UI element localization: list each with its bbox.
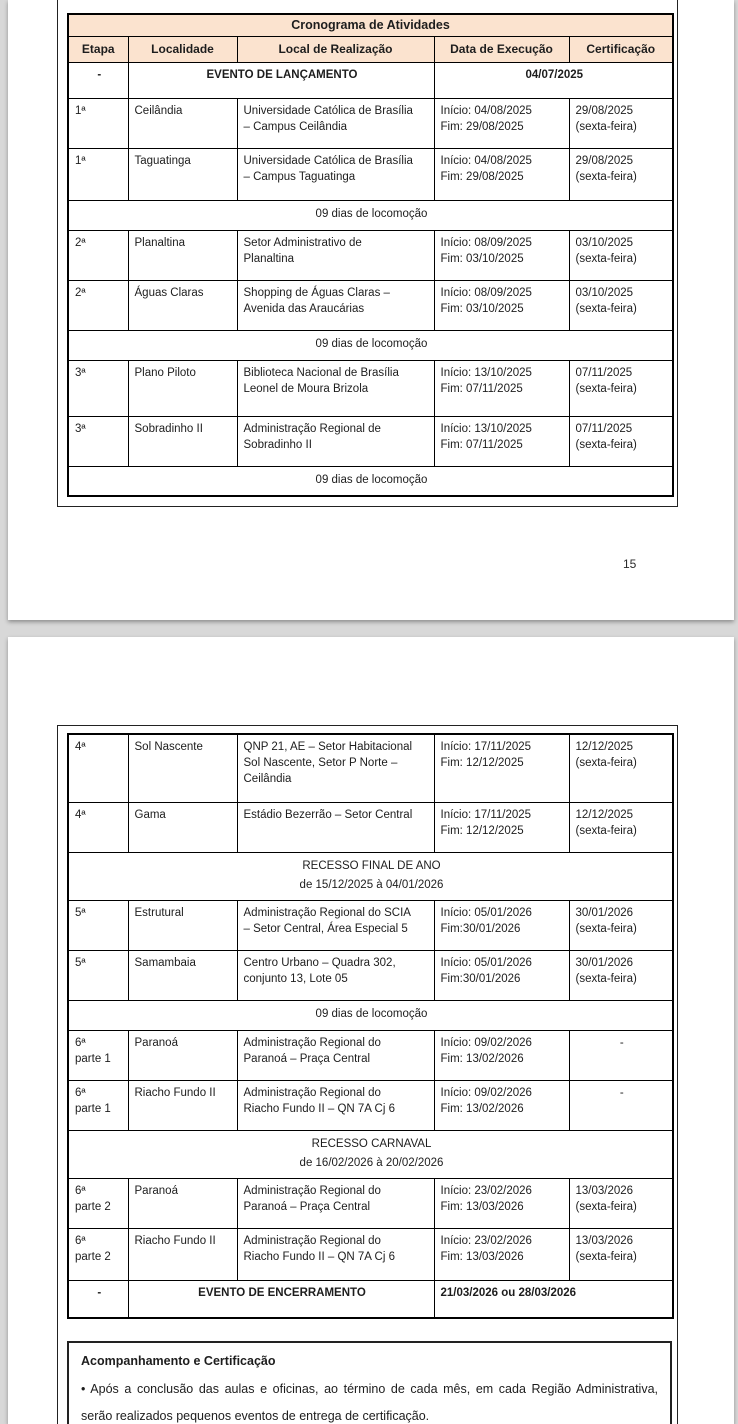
text-line: Início: 09/02/2026: [440, 1036, 532, 1049]
text-line: Leonel de Moura Brizola: [243, 382, 369, 395]
etapa-cell: [68, 1030, 128, 1080]
certificacao-cell: [569, 1228, 673, 1280]
table-header-row: [68, 36, 673, 62]
localidade-cell: [128, 900, 237, 950]
event-value-cell: [434, 62, 673, 98]
text-line: Riacho Fundo II: [134, 1234, 216, 1247]
local-realizacao-cell: [237, 230, 434, 280]
localidade-cell: [128, 734, 237, 802]
text-line: 1ª: [75, 104, 86, 117]
text-line: 2ª: [75, 236, 86, 249]
text-line: Sol Nascente: [134, 741, 203, 753]
data-execucao-cell: [434, 148, 569, 200]
table-row: [68, 360, 673, 416]
table-row: [68, 230, 673, 280]
text-line: EVENTO DE LANÇAMENTO: [206, 68, 358, 81]
text-line: 30/01/2026: [575, 956, 634, 969]
localidade-cell: [128, 1030, 237, 1080]
text-line: Paranoá: [134, 1036, 178, 1049]
event-row: [68, 1280, 673, 1318]
certificacao-cell: [569, 280, 673, 330]
page-number: 15: [623, 557, 637, 571]
text-line: 2ª: [75, 286, 86, 299]
table-row: [68, 416, 673, 466]
text-line: 09 dias de locomoção: [315, 337, 428, 350]
text-line: Cronograma de Atividades: [291, 18, 450, 33]
column-header-cell: [237, 36, 434, 62]
acompanhamento-bullet-continuation: serão realizados pequenos eventos de entrega de certificação.: [81, 1409, 430, 1423]
text-line: Riacho Fundo II – QN 7A Cj 6: [243, 1250, 395, 1263]
text-line: 13/03/2026: [575, 1184, 634, 1197]
data-execucao-cell: [434, 1080, 569, 1130]
text-line: Localidade: [151, 42, 214, 56]
text-line: Fim: 12/12/2025: [440, 757, 524, 769]
span-cell: [68, 1130, 673, 1178]
data-execucao-cell: [434, 98, 569, 148]
text-line: 3ª: [75, 366, 86, 379]
text-line: Início: 04/08/2025: [440, 154, 532, 167]
etapa-cell: [68, 1228, 128, 1280]
text-line: Universidade Católica de Brasília: [243, 104, 413, 117]
text-line: Fim: 13/02/2026: [440, 1052, 524, 1065]
acompanhamento-bullet: • Após a conclusão das aulas e oficinas, ao término de cada mês, em cada Região Administrativa,: [81, 1382, 658, 1396]
text-line: 5ª: [75, 906, 86, 919]
certificacao-cell: [569, 900, 673, 950]
text-line: de 16/02/2026 à 20/02/2026: [299, 1156, 444, 1169]
text-line: Estrutural: [134, 906, 184, 919]
data-execucao-cell: [434, 734, 569, 802]
text-line: Início: 13/10/2025: [440, 366, 532, 379]
event-row: [68, 62, 673, 98]
certificacao-cell: [569, 734, 673, 802]
etapa-cell: [68, 900, 128, 950]
data-execucao-cell: [434, 230, 569, 280]
etapa-cell: [68, 1080, 128, 1130]
event-label-cell: [128, 1280, 434, 1318]
text-line: Paranoá: [134, 1184, 178, 1197]
text-line: 30/01/2026: [575, 906, 634, 919]
etapa-cell: [68, 1178, 128, 1228]
text-line: 21/03/2026 ou 28/03/2026: [440, 1286, 577, 1299]
text-line: Fim: 07/11/2025: [440, 438, 523, 451]
text-line: 12/12/2025: [575, 741, 634, 753]
local-realizacao-cell: [237, 734, 434, 802]
text-line: 12/12/2025: [575, 808, 634, 821]
text-line: Certificação: [586, 42, 656, 56]
text-line: (sexta-feira): [575, 382, 637, 395]
text-line: – Setor Central, Área Especial 5: [243, 922, 408, 935]
text-line: 5ª: [75, 956, 86, 969]
text-line: (sexta-feira): [575, 170, 637, 183]
text-line: Fim: 13/02/2026: [440, 1102, 524, 1115]
table-row: [68, 1178, 673, 1228]
span-cell: [68, 852, 673, 900]
text-line: Local de Realização: [278, 42, 393, 56]
data-execucao-cell: [434, 1228, 569, 1280]
span-row: [68, 1130, 673, 1178]
text-line: (sexta-feira): [575, 438, 637, 451]
text-line: Sol Nascente, Setor P Norte –: [243, 757, 398, 769]
text-line: Fim:30/01/2026: [440, 972, 521, 985]
text-line: conjunto 13, Lote 05: [243, 972, 348, 985]
text-line: parte 2: [75, 1250, 111, 1263]
certificacao-cell: [569, 1178, 673, 1228]
text-line: 09 dias de locomoção: [315, 207, 428, 220]
local-realizacao-cell: [237, 360, 434, 416]
localidade-cell: [128, 360, 237, 416]
table-row: [68, 1030, 673, 1080]
text-line: Sobradinho II: [134, 422, 203, 435]
certificacao-cell: [569, 1030, 673, 1080]
text-line: Início: 13/10/2025: [440, 422, 532, 435]
text-line: 6ª: [75, 1086, 86, 1099]
text-line: 07/11/2025: [575, 366, 633, 379]
text-line: Início: 17/11/2025: [440, 808, 532, 821]
cronograma-table-page2: [67, 733, 674, 1319]
span-cell: [68, 466, 673, 496]
document-page-1: [8, 0, 734, 620]
text-line: Paranoá – Praça Central: [243, 1052, 371, 1065]
text-line: – Campus Taguatinga: [243, 170, 356, 183]
text-line: Fim: 29/08/2025: [440, 120, 524, 133]
text-line: 09 dias de locomoção: [315, 473, 428, 486]
column-header-cell: [68, 36, 128, 62]
table-row: [68, 950, 673, 1000]
text-line: Plano Piloto: [134, 366, 196, 379]
localidade-cell: [128, 950, 237, 1000]
etapa-cell: [68, 280, 128, 330]
etapa-cell: [68, 734, 128, 802]
text-line: 1ª: [75, 154, 86, 167]
table-row: [68, 802, 673, 852]
text-line: Planaltina: [243, 252, 295, 265]
document-page-2: [8, 637, 734, 1424]
text-line: -: [97, 68, 102, 81]
text-line: Início: 08/09/2025: [440, 286, 532, 299]
etapa-cell: [68, 230, 128, 280]
text-line: Sobradinho II: [243, 438, 312, 451]
local-realizacao-cell: [237, 416, 434, 466]
etapa-cell: [68, 62, 128, 98]
text-line: Início: 09/02/2026: [440, 1086, 532, 1099]
text-line: EVENTO DE ENCERRAMENTO: [198, 1286, 366, 1299]
data-execucao-cell: [434, 802, 569, 852]
local-realizacao-cell: [237, 1080, 434, 1130]
localidade-cell: [128, 1178, 237, 1228]
etapa-cell: [68, 360, 128, 416]
column-header-cell: [569, 36, 673, 62]
table-title-cell: [68, 14, 673, 36]
text-line: 03/10/2025: [575, 286, 634, 299]
text-line: Biblioteca Nacional de Brasília: [243, 366, 399, 379]
certificacao-cell: [569, 360, 673, 416]
text-line: 29/08/2025: [575, 154, 634, 167]
local-realizacao-cell: [237, 280, 434, 330]
text-line: Riacho Fundo II: [134, 1086, 216, 1099]
text-line: parte 2: [75, 1200, 111, 1213]
text-line: parte 1: [75, 1052, 111, 1065]
acompanhamento-box: [67, 1341, 672, 1424]
local-realizacao-cell: [237, 1030, 434, 1080]
localidade-cell: [128, 416, 237, 466]
text-line: Fim: 07/11/2025: [440, 382, 523, 395]
span-row: [68, 466, 673, 496]
local-realizacao-cell: [237, 98, 434, 148]
localidade-cell: [128, 148, 237, 200]
text-line: 3ª: [75, 422, 86, 435]
local-realizacao-cell: [237, 900, 434, 950]
text-line: Shopping de Águas Claras –: [243, 286, 390, 299]
text-line: 4ª: [75, 741, 86, 753]
local-realizacao-cell: [237, 802, 434, 852]
etapa-cell: [68, 802, 128, 852]
text-line: 04/07/2025: [525, 68, 584, 81]
text-line: (sexta-feira): [575, 302, 637, 315]
localidade-cell: [128, 1228, 237, 1280]
event-label-cell: [128, 62, 434, 98]
span-row: [68, 200, 673, 230]
span-cell: [68, 330, 673, 360]
text-line: (sexta-feira): [575, 922, 637, 935]
text-line: Águas Claras: [134, 286, 204, 299]
text-line: 6ª: [75, 1036, 86, 1049]
data-execucao-cell: [434, 950, 569, 1000]
text-line: (sexta-feira): [575, 120, 637, 133]
local-realizacao-cell: [237, 950, 434, 1000]
text-line: Início: 05/01/2026: [440, 956, 532, 969]
etapa-cell: [68, 1280, 128, 1318]
span-cell: [68, 1000, 673, 1030]
text-line: Data de Execução: [450, 42, 553, 56]
text-line: Administração Regional do: [243, 1036, 381, 1049]
text-line: -: [619, 1086, 624, 1099]
text-line: Administração Regional de: [243, 422, 381, 435]
text-line: (sexta-feira): [575, 1200, 637, 1213]
column-header-cell: [434, 36, 569, 62]
text-line: Fim: 29/08/2025: [440, 170, 524, 183]
event-value-cell: [434, 1280, 673, 1318]
localidade-cell: [128, 98, 237, 148]
table-outer-frame-page1: [57, 0, 678, 507]
text-line: Início: 23/02/2026: [440, 1234, 532, 1247]
text-line: 6ª: [75, 1234, 86, 1247]
text-line: Riacho Fundo II – QN 7A Cj 6: [243, 1102, 395, 1115]
text-line: Fim: 12/12/2025: [440, 824, 524, 837]
text-line: Planaltina: [134, 236, 186, 249]
etapa-cell: [68, 148, 128, 200]
span-cell: [68, 200, 673, 230]
span-row: [68, 330, 673, 360]
certificacao-cell: [569, 416, 673, 466]
text-line: Gama: [134, 808, 166, 821]
table-row: [68, 98, 673, 148]
cronograma-table-page1: [67, 13, 674, 497]
text-line: Ceilândia: [243, 773, 292, 785]
span-row: [68, 852, 673, 900]
text-line: (sexta-feira): [575, 972, 637, 985]
data-execucao-cell: [434, 900, 569, 950]
data-execucao-cell: [434, 1178, 569, 1228]
text-line: 09 dias de locomoção: [315, 1007, 428, 1020]
text-line: RECESSO CARNAVAL: [311, 1137, 432, 1150]
etapa-cell: [68, 416, 128, 466]
text-line: 6ª: [75, 1184, 86, 1197]
table-row: [68, 734, 673, 802]
text-line: – Campus Ceilândia: [243, 120, 348, 133]
text-line: de 15/12/2025 à 04/01/2026: [299, 878, 444, 891]
localidade-cell: [128, 280, 237, 330]
text-line: Início: 08/09/2025: [440, 236, 532, 249]
etapa-cell: [68, 950, 128, 1000]
table-row: [68, 1228, 673, 1280]
text-line: Início: 04/08/2025: [440, 104, 532, 117]
table-row: [68, 148, 673, 200]
text-line: Início: 17/11/2025: [440, 741, 532, 753]
text-line: 4ª: [75, 808, 86, 821]
text-line: 29/08/2025: [575, 104, 634, 117]
text-line: parte 1: [75, 1102, 111, 1115]
text-line: Fim: 03/10/2025: [440, 252, 524, 265]
table-row: [68, 1080, 673, 1130]
text-line: Etapa: [81, 42, 115, 56]
text-line: Início: 23/02/2026: [440, 1184, 532, 1197]
table-outer-frame-page2: [57, 725, 678, 1424]
text-line: Setor Administrativo de: [243, 236, 362, 249]
text-line: -: [97, 1286, 102, 1299]
text-line: Avenida das Araucárias: [243, 302, 365, 315]
span-row: [68, 1000, 673, 1030]
data-execucao-cell: [434, 1030, 569, 1080]
text-line: 07/11/2025: [575, 422, 633, 435]
local-realizacao-cell: [237, 148, 434, 200]
text-line: Universidade Católica de Brasília: [243, 154, 413, 167]
text-line: Fim:30/01/2026: [440, 922, 521, 935]
certificacao-cell: [569, 98, 673, 148]
text-line: Estádio Bezerrão – Setor Central: [243, 808, 413, 821]
text-line: (sexta-feira): [575, 252, 637, 265]
text-line: RECESSO FINAL DE ANO: [302, 859, 441, 872]
certificacao-cell: [569, 1080, 673, 1130]
text-line: Samambaia: [134, 956, 196, 969]
acompanhamento-heading: Acompanhamento e Certificação: [81, 1354, 276, 1368]
table-row: [68, 900, 673, 950]
text-line: Administração Regional do: [243, 1184, 381, 1197]
data-execucao-cell: [434, 416, 569, 466]
localidade-cell: [128, 230, 237, 280]
text-line: Centro Urbano – Quadra 302,: [243, 956, 396, 969]
text-line: Administração Regional do: [243, 1234, 381, 1247]
etapa-cell: [68, 98, 128, 148]
local-realizacao-cell: [237, 1178, 434, 1228]
text-line: Fim: 03/10/2025: [440, 302, 524, 315]
text-line: (sexta-feira): [575, 1250, 637, 1263]
table-title-row: [68, 14, 673, 36]
text-line: Ceilândia: [134, 104, 183, 117]
certificacao-cell: [569, 230, 673, 280]
text-line: 13/03/2026: [575, 1234, 634, 1247]
text-line: Administração Regional do: [243, 1086, 381, 1099]
text-line: Taguatinga: [134, 154, 191, 167]
localidade-cell: [128, 1080, 237, 1130]
text-line: Início: 05/01/2026: [440, 906, 532, 919]
text-line: 03/10/2025: [575, 236, 634, 249]
certificacao-cell: [569, 802, 673, 852]
text-line: Fim: 13/03/2026: [440, 1250, 524, 1263]
text-line: QNP 21, AE – Setor Habitacional: [243, 741, 413, 753]
text-line: Fim: 13/03/2026: [440, 1200, 524, 1213]
certificacao-cell: [569, 148, 673, 200]
local-realizacao-cell: [237, 1228, 434, 1280]
text-line: -: [619, 1036, 624, 1049]
certificacao-cell: [569, 950, 673, 1000]
data-execucao-cell: [434, 360, 569, 416]
table-row: [68, 280, 673, 330]
text-line: (sexta-feira): [575, 757, 637, 769]
localidade-cell: [128, 802, 237, 852]
column-header-cell: [128, 36, 237, 62]
text-line: (sexta-feira): [575, 824, 637, 837]
text-line: Administração Regional do SCIA: [243, 906, 411, 919]
data-execucao-cell: [434, 280, 569, 330]
text-line: Paranoá – Praça Central: [243, 1200, 371, 1213]
